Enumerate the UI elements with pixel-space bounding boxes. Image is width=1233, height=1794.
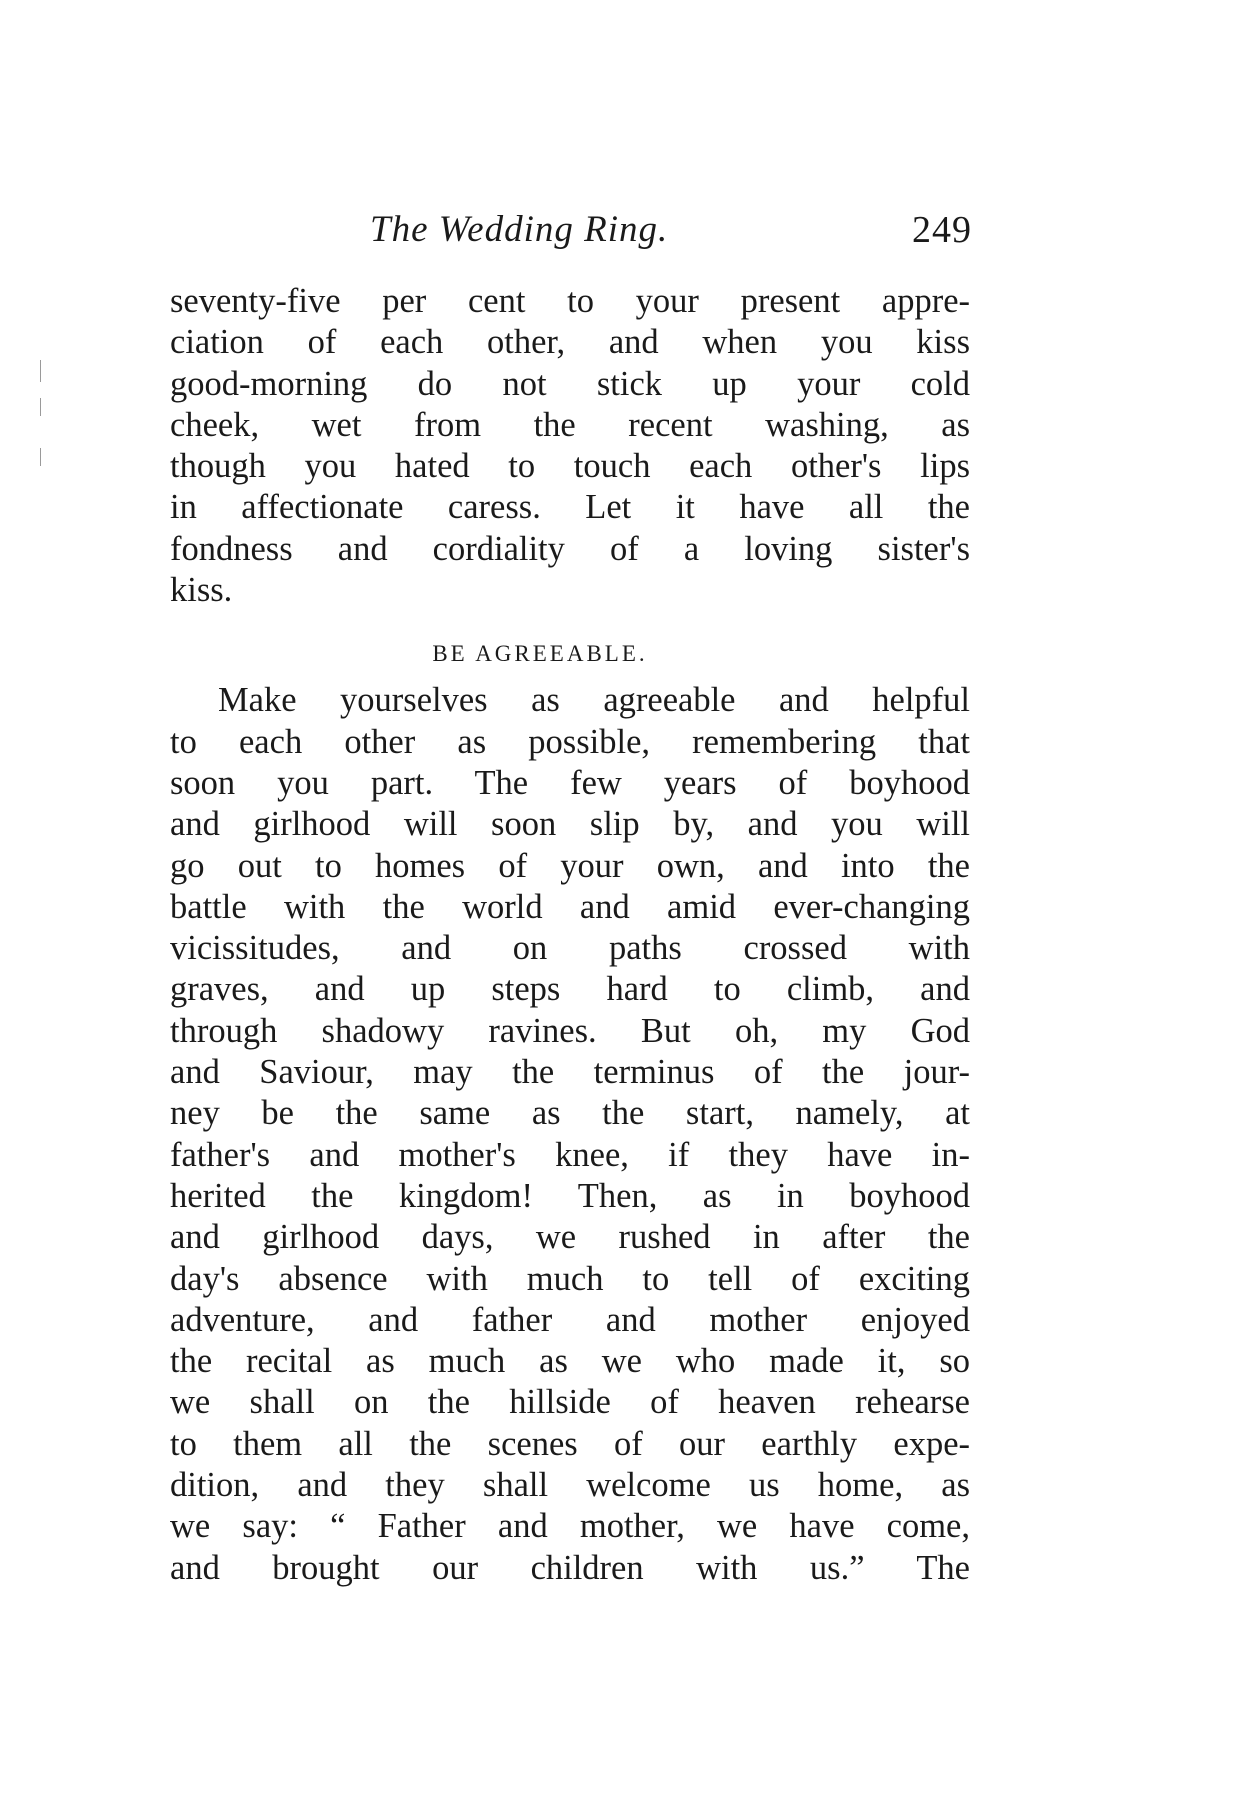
running-title: The Wedding Ring. bbox=[370, 209, 669, 250]
text-line: herited the kingdom! Then, as in boyhood bbox=[170, 1176, 970, 1215]
text-line: kiss. bbox=[170, 571, 233, 610]
text-line: fondness and cordiality of a loving sister's bbox=[170, 529, 970, 568]
margin-mark bbox=[40, 448, 41, 466]
running-head bbox=[160, 208, 990, 268]
text-line: go out to homes of your own, and into the bbox=[170, 846, 970, 885]
text-line: battle with the world and amid ever-changing bbox=[170, 887, 970, 926]
text-line: seventy-five per cent to your present appre- bbox=[170, 282, 970, 320]
paragraph bbox=[170, 680, 970, 1589]
text-line: to each other as possible, remembering that bbox=[170, 722, 970, 761]
page-number: 249 bbox=[912, 209, 972, 251]
text-line: we shall on the hillside of heaven rehearse bbox=[170, 1383, 970, 1422]
text-line: ney be the same as the start, namely, at bbox=[170, 1094, 970, 1133]
text-line: vicissitudes, and on paths crossed with bbox=[170, 929, 970, 968]
margin-mark bbox=[40, 360, 41, 382]
margin-mark bbox=[40, 398, 41, 416]
text-line: and girlhood days, we rushed in after the bbox=[170, 1218, 970, 1257]
text-line: and Saviour, may the terminus of the jour- bbox=[170, 1053, 970, 1092]
text-line: we say: “ Father and mother, we have come, bbox=[170, 1507, 970, 1546]
text-line: ciation of each other, and when you kiss bbox=[170, 323, 970, 362]
text-line: and brought our children with us.” The bbox=[170, 1548, 970, 1587]
text-line: though you hated to touch each other's lips bbox=[170, 447, 970, 486]
text-line: through shadowy ravines. But oh, my God bbox=[170, 1011, 970, 1050]
paragraph bbox=[170, 281, 970, 611]
text-line: good-morning do not stick up your cold bbox=[170, 364, 970, 403]
body-text bbox=[170, 281, 970, 1589]
text-line: Make yourselves as agreeable and helpful bbox=[218, 681, 970, 720]
text-line: cheek, wet from the recent washing, as bbox=[170, 405, 970, 444]
text-line: adventure, and father and mother enjoyed bbox=[170, 1300, 970, 1339]
text-line: and girlhood will soon slip by, and you will bbox=[170, 805, 970, 844]
text-line: dition, and they shall welcome us home, as bbox=[170, 1466, 970, 1505]
text-line: father's and mother's knee, if they have in- bbox=[170, 1135, 970, 1174]
text-line: the recital as much as we who made it, so bbox=[170, 1342, 970, 1381]
text-line: graves, and up steps hard to climb, and bbox=[170, 970, 970, 1009]
text-line: in affectionate caress. Let it have all the bbox=[170, 488, 970, 527]
text-line: day's absence with much to tell of exciting bbox=[170, 1259, 970, 1298]
text-line: soon you part. The few years of boyhood bbox=[170, 763, 970, 802]
section-heading: BE AGREEABLE. bbox=[432, 641, 648, 667]
text-line: to them all the scenes of our earthly expe- bbox=[170, 1424, 970, 1463]
